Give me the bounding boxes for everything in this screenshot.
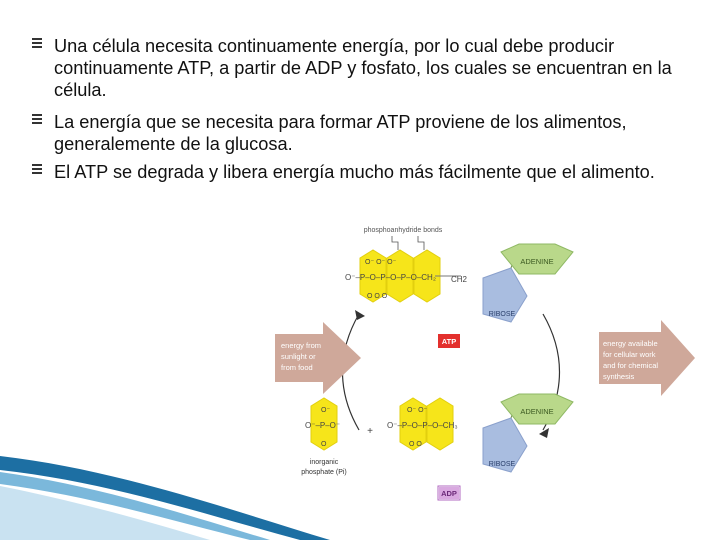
bullet-marker-icon	[32, 114, 42, 124]
bullet-marker-icon	[32, 164, 42, 174]
bond-bracket	[392, 236, 398, 250]
bond-label: phosphoanhydride bonds	[363, 227, 443, 234]
svg-text:O⁻–P–O–P–O–P–O–CH₂: O⁻–P–O–P–O–P–O–CH₂	[345, 273, 436, 282]
bond-bracket	[418, 236, 424, 250]
adp-phosphate-chain	[387, 398, 458, 450]
svg-text:O⁻: O⁻	[321, 407, 331, 414]
energy-in-line: sunlight or	[281, 352, 316, 361]
svg-text:O⁻ O⁻ O⁻: O⁻ O⁻ O⁻	[365, 259, 397, 266]
plus-sign: +	[367, 426, 373, 437]
energy-in-line: from food	[281, 363, 313, 372]
bullet-text: El ATP se degrada y libera energía mucho más fácilmente que el alimento.	[54, 162, 655, 182]
svg-text:O O: O O	[409, 441, 422, 448]
svg-text:O O O: O O O	[367, 293, 388, 300]
energy-in-line: energy from	[281, 341, 322, 350]
ch2-label: CH2	[451, 275, 468, 284]
svg-text:O: O	[321, 441, 327, 448]
ribose-label: RIBOSE	[488, 461, 516, 468]
energy-out-line: energy available	[603, 339, 658, 348]
adenine-label: ADENINE	[520, 407, 554, 416]
adp-label: ADP	[441, 489, 457, 498]
pi-label-line: inorganic	[309, 459, 339, 466]
adenine-label: ADENINE	[520, 257, 554, 266]
ribose-label: RIBOSE	[488, 311, 516, 318]
energy-out-line: synthesis	[603, 372, 635, 381]
pi-label-line: phosphate (Pi)	[301, 469, 347, 476]
bullet-text: La energía que se necesita para formar ATP proviene de los alimentos, generalemente de la glucosa.	[54, 112, 627, 154]
atp-phosphate-chain	[345, 250, 440, 302]
svg-text:O⁻–P–O–P–O–CH₃: O⁻–P–O–P–O–CH₃	[387, 421, 458, 430]
atp-label: ATP	[441, 337, 457, 346]
svg-text:O⁻ O⁻: O⁻ O⁻	[407, 407, 428, 414]
energy-out-line: and for chemical	[603, 361, 659, 370]
svg-text:O⁻–P–O⁻: O⁻–P–O⁻	[305, 421, 341, 430]
bullet-text: Una célula necesita continuamente energía, por lo cual debe producir continuamente ATP, a partir de ADP y fosfato, los cuales se encuentran en la célula.	[54, 36, 672, 100]
inorganic-phosphate	[305, 398, 340, 450]
bullet-marker-icon	[32, 38, 42, 48]
atp-adp-cycle-diagram	[275, 222, 695, 498]
energy-out-line: for cellular work	[603, 350, 656, 359]
